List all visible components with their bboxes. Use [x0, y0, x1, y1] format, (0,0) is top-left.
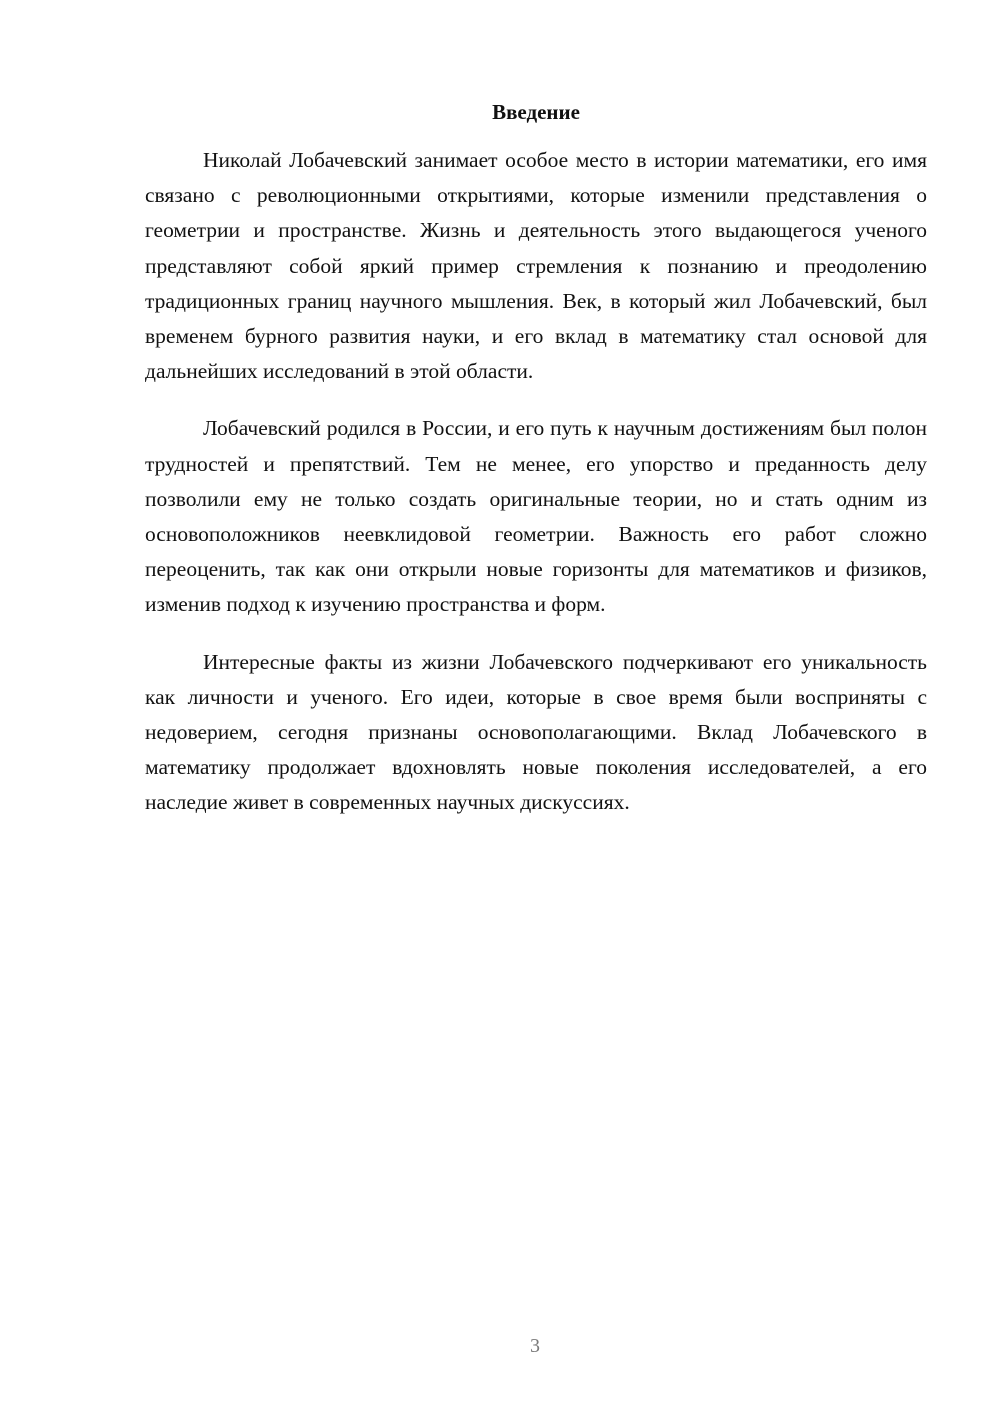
page-number: 3 [530, 1335, 540, 1357]
section-title: Введение [492, 100, 580, 124]
body-text [145, 143, 927, 843]
paragraph-1: Николай Лобачевский занимает особое место в истории математики, его имя связано с революционными открытиями, которые изменили представления о геометрии и пространстве. Жизнь и деятельность этого выдающегося ученого представляют собой яркий пример стремления к познанию и преодолению традиционных границ научного мышления. Век, в который жил Лобачевский, был временем бурного развития науки, и его вклад в математику стал основой для дальнейших исследований в этой области. [145, 148, 927, 384]
paragraph-2: Лобачевский родился в России, и его путь к научным достижениям был полон трудностей и препятствий. Тем не менее, его упорство и преданность делу позволили ему не только создать оригинальные теории, но и стать одним из основоположников неевклидовой геометрии. Важность его работ сложно переоценить, так как они открыли новые горизонты для математиков и физиков, изменив подход к изучению пространства и форм. [145, 416, 927, 617]
paragraph-3: Интересные факты из жизни Лобачевского подчеркивают его уникальность как личности и ученого. Его идеи, которые в свое время были восприняты с недоверием, сегодня признаны основополагающими. Вклад Лобачевского в математику продолжает вдохновлять новые поколения исследователей, а его наследие живет в современных научных дискуссиях. [145, 649, 927, 815]
